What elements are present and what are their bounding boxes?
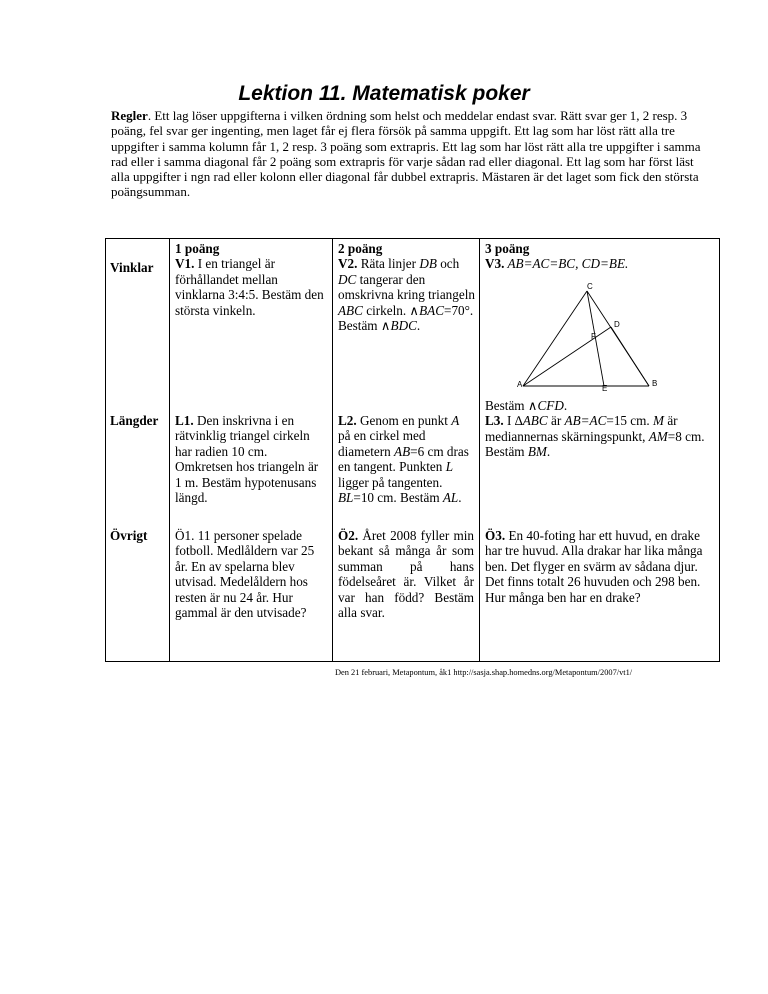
task-id-v1: V1.: [175, 256, 195, 272]
point-label-b: B: [652, 379, 658, 388]
task-answer-prefix-v3: Bestäm ∧: [485, 398, 538, 413]
column-header-2: 2 poäng: [338, 241, 383, 256]
task-text-v2-d: DC: [338, 271, 357, 287]
task-text-v2-i: =70°. Bestäm ∧: [338, 302, 474, 334]
segment-AC: [523, 291, 587, 386]
task-text-l2-k: .: [458, 490, 462, 506]
task-text-o3: En 40-foting har ett huvud, en drake har tre huvud. Alla drakar har lika många ben. Det flyger en svärm av sådana djur. Det finns totalt 26 huvuden och 298 ben. Hur många ben har en drake?: [485, 528, 703, 605]
task-text-v2-a: Räta linjer: [357, 256, 420, 272]
task-id-l2: L2.: [338, 413, 357, 428]
task-text-v2-g: cirkeln. ∧: [362, 302, 420, 318]
task-text-v2-b: DB: [419, 256, 437, 272]
task-text-v2-e: tangerar den omskrivna kring triangeln: [338, 271, 475, 303]
point-label-f: F: [591, 332, 596, 341]
task-text-l3-d: AB=AC: [564, 413, 607, 429]
column-header-1: 1 poäng: [175, 241, 220, 256]
task-id-o2: Ö2.: [338, 528, 359, 543]
task-text-v2-f: ABC: [338, 302, 363, 318]
cell-v3: [485, 241, 715, 272]
task-text-l2-g: ligger på tangenten.: [338, 474, 443, 490]
task-id-v3: V3.: [485, 256, 505, 272]
task-text-l3-i: =8 cm. Bestäm: [485, 428, 705, 460]
point-label-d: D: [614, 320, 620, 329]
task-text-l3-g: är mediannernas skärningspunkt,: [485, 413, 678, 444]
cell-l2: [338, 413, 474, 505]
task-text-l3-a: I ∆: [503, 413, 523, 429]
task-text-l2-f: L: [445, 459, 454, 475]
task-id-o3: Ö3.: [485, 528, 506, 543]
table-col-divider-2: [332, 238, 333, 662]
task-text-l2-c: på en cirkel med diametern: [338, 428, 426, 459]
cell-l3: [485, 398, 715, 460]
rules-paragraph: [111, 108, 711, 200]
cell-o2: [338, 528, 474, 620]
task-answer-v3: CFD: [537, 398, 564, 413]
rules-text: . Ett lag löser uppgifterna i vilken ördning som helst och meddelar endast svar. Rätt svar ger 1, 2 resp. 3 poäng, fel svar ger ingenting, men laget får ej flera försök på samma uppgift. Ett lag som har löst rätt alla tre uppgifter i samma kolumn får 1, 2 resp. 3 poäng som extrapris. Ett lag som har löst rätt alla tre uppgifter i samma rad eller i samma diagonal får 2 poäng som extrapris för varje sådan rad eller diagonal. Ett lag som har först läst alla uppgifter i ngn rad eller kolonn eller diagonal får dubbel extrapris. Mästaren är det laget som fick den största poängsumman.: [111, 108, 701, 200]
cell-o1: [175, 528, 323, 620]
task-id-l3: L3.: [485, 413, 504, 429]
task-text-v2-h: BAC: [419, 302, 445, 318]
table-bottom-border: [105, 661, 720, 662]
task-text-v2-c: och: [436, 256, 460, 272]
segment-AD: [523, 327, 611, 386]
task-text-l2-b: A: [451, 413, 460, 428]
task-text-v2-j: BDC: [390, 318, 417, 334]
table-col-divider-1: [169, 238, 170, 662]
row-label-langder: Längder: [110, 413, 159, 428]
task-text-l2-j: AL: [442, 490, 459, 506]
cell-o3: [485, 528, 715, 605]
task-text-l3-j: BM: [527, 444, 547, 460]
task-text-l3-f: M: [653, 413, 665, 429]
row-label-vinklar: Vinklar: [110, 260, 154, 275]
triangle-figure: [515, 283, 675, 393]
rules-label: Regler: [111, 108, 148, 123]
task-id-l1: L1.: [175, 413, 194, 428]
table-col-divider-3: [479, 238, 480, 662]
task-text-l3-c: är: [547, 413, 565, 429]
point-label-a: A: [517, 380, 523, 389]
page-footer: Den 21 februari, Metapontum, åk1 http://sasja.shap.homedns.org/Metapontum/2007/vt1/: [335, 668, 633, 677]
table-left-border: [105, 238, 106, 662]
table-top-border: [105, 238, 720, 239]
point-label-c: C: [587, 283, 593, 291]
task-text-l2-d: AB: [394, 443, 411, 459]
page-title: Lektion 11. Matematisk poker: [238, 82, 530, 105]
task-text-o1: Ö1. 11 personer spelade fotboll. Medlåldern var 25 år. En av spelarna blev utvisad. Medelåldern hos resten är nu 24 år. Hur gammal är den utvisade?: [175, 528, 315, 621]
task-text-l2-h: BL: [338, 490, 354, 506]
task-text-l2-e: =6 cm dras en tangent. Punkten: [338, 443, 469, 475]
point-label-e: E: [602, 384, 608, 393]
task-answer-suffix-v3: .: [563, 398, 568, 413]
cell-v1: [175, 241, 330, 318]
cell-v2: [338, 241, 476, 333]
row-label-ovrigt: Övrigt: [110, 528, 148, 543]
task-text-l2-i: =10 cm. Bestäm: [353, 490, 443, 506]
task-text-v2-k: .: [416, 318, 421, 334]
task-id-v2: V2.: [338, 256, 358, 272]
task-text-v3: AB=AC=BC, CD=BE.: [504, 256, 629, 272]
poker-table: [105, 238, 720, 662]
task-text-l3-b: ABC: [522, 413, 548, 429]
task-text-l3-h: AM: [648, 428, 668, 444]
task-text-l1: Den inskrivna i en rätvinklig triangel cirkeln har radien 10 cm. Omkretsen hos triangeln är 1 m. Bestäm hypotenusans längd.: [175, 413, 319, 506]
table-right-border: [719, 238, 720, 662]
task-text-l2-a: Genom en punkt: [356, 413, 452, 428]
task-text-l3-k: .: [546, 444, 551, 460]
segment-DB: [611, 327, 649, 386]
cell-l1: [175, 413, 325, 505]
task-text-l3-e: =15 cm.: [606, 413, 654, 429]
task-text-o2: Året 2008 fyller min bekant så många år som summan på hans födelseåret är. Vilket år var han född? Bestäm alla svar.: [338, 528, 474, 621]
task-text-v1: I en triangel är förhållandet mellan vinklarna 3:4:5. Bestäm den största vinkeln.: [175, 256, 324, 318]
column-header-3: 3 poäng: [485, 241, 530, 256]
